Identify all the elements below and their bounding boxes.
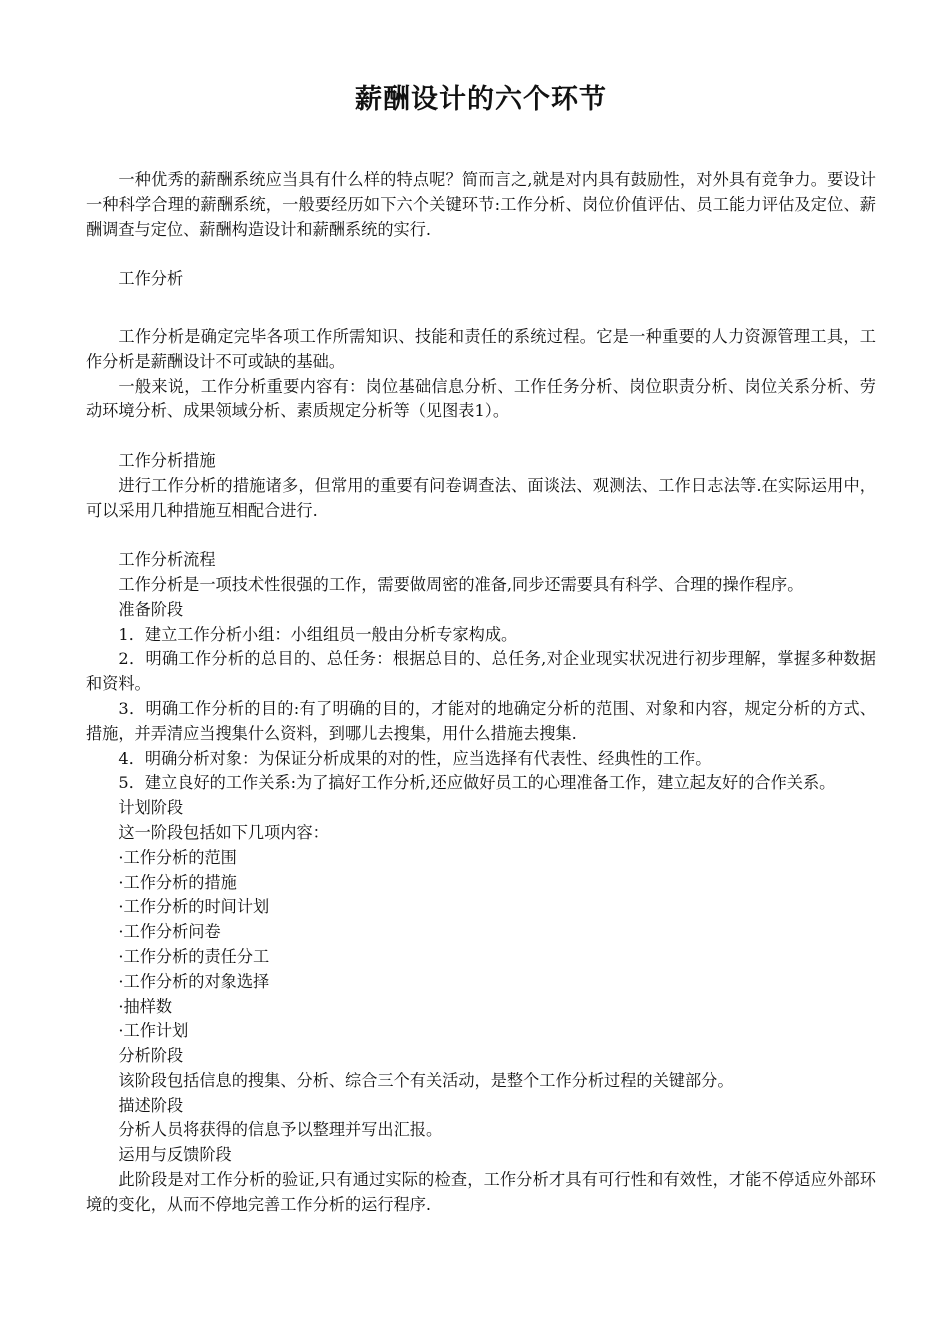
list-item: 2．明确工作分析的总目的、总任务：根据总目的、总任务,对企业现实状况进行初步理解，掌握多种数据和资料。 — [86, 649, 876, 694]
paragraph: 工作分析是一项技术性很强的工作，需要做周密的准备,同步还需要具有科学、合理的操作程序。 — [118, 574, 804, 594]
list-item: 1．建立工作分析小组：小组组员一般由分析专家构成。 — [118, 624, 518, 644]
bullet-item: ·工作分析问卷 — [118, 922, 221, 942]
section-heading-job-analysis: 工作分析 — [118, 269, 184, 289]
paragraph: 进行工作分析的措施诸多，但常用的重要有问卷调查法、面谈法、观测法、工作日志法等.在实际运用中，可以采用几种措施互相配合进行. — [86, 475, 876, 520]
spacer — [86, 292, 876, 325]
stage-heading-planning: 计划阶段 — [118, 798, 184, 818]
section-heading-process: 工作分析流程 — [118, 550, 216, 570]
spacer — [86, 523, 876, 548]
section-heading-methods: 工作分析措施 — [118, 450, 216, 470]
bullet-item: ·工作分析的责任分工 — [118, 946, 270, 966]
bullet-item: ·工作计划 — [118, 1021, 189, 1041]
stage-heading-application: 运用与反馈阶段 — [118, 1145, 232, 1165]
list-item: 3．明确工作分析的目的:有了明确的目的，才能对的地确定分析的范围、对象和内容，规定分析的方式、措施，并弄清应当搜集什么资料，到哪儿去搜集，用什么措施去搜集. — [86, 698, 876, 743]
spacer — [86, 242, 876, 267]
intro-paragraph: 一种优秀的薪酬系统应当具有什么样的特点呢？简而言之,就是对内具有鼓励性，对外具有竞争力。要设计一种科学合理的薪酬系统，一般要经历如下六个关键环节:工作分析、岗位价值评估、员工能力评估及定位、薪酬调查与定位、薪酬构造设计和薪酬系统的实行. — [86, 170, 876, 239]
stage-heading-preparation: 准备阶段 — [118, 599, 184, 619]
document-title: 薪酬设计的六个环节 — [355, 84, 607, 115]
stage-heading-description: 描述阶段 — [118, 1095, 184, 1115]
bullet-item: ·抽样数 — [118, 996, 173, 1016]
list-item: 4．明确分析对象：为保证分析成果的对的性，应当选择有代表性、经典性的工作。 — [118, 748, 712, 768]
paragraph: 该阶段包括信息的搜集、分析、综合三个有关活动，是整个工作分析过程的关键部分。 — [118, 1070, 734, 1090]
paragraph: 分析人员将获得的信息予以整理并写出汇报。 — [118, 1120, 443, 1140]
document-body — [86, 168, 876, 1218]
spacer — [86, 424, 876, 449]
paragraph: 一般来说，工作分析重要内容有：岗位基础信息分析、工作任务分析、岗位职责分析、岗位关系分析、劳动环境分析、成果领域分析、素质规定分析等（见图表1）。 — [86, 376, 876, 421]
paragraph: 此阶段是对工作分析的验证,只有通过实际的检查，工作分析才具有可行性和有效性，才能不停适应外部环境的变化，从而不停地完善工作分析的运行程序. — [86, 1170, 876, 1214]
document-page — [86, 0, 876, 1218]
bullet-item: ·工作分析的范围 — [118, 847, 237, 867]
paragraph: 工作分析是确定完毕各项工作所需知识、技能和责任的系统过程。它是一种重要的人力资源管理工具，工作分析是薪酬设计不可或缺的基础。 — [86, 326, 876, 371]
stage-heading-analysis: 分析阶段 — [118, 1046, 184, 1066]
paragraph: 这一阶段包括如下几项内容： — [118, 822, 329, 842]
list-item: 5．建立良好的工作关系:为了搞好工作分析,还应做好员工的心理准备工作，建立起友好的合作关系。 — [118, 773, 836, 793]
bullet-item: ·工作分析的对象选择 — [118, 971, 270, 991]
bullet-item: ·工作分析的时间计划 — [118, 897, 270, 917]
bullet-item: ·工作分析的措施 — [118, 872, 237, 892]
